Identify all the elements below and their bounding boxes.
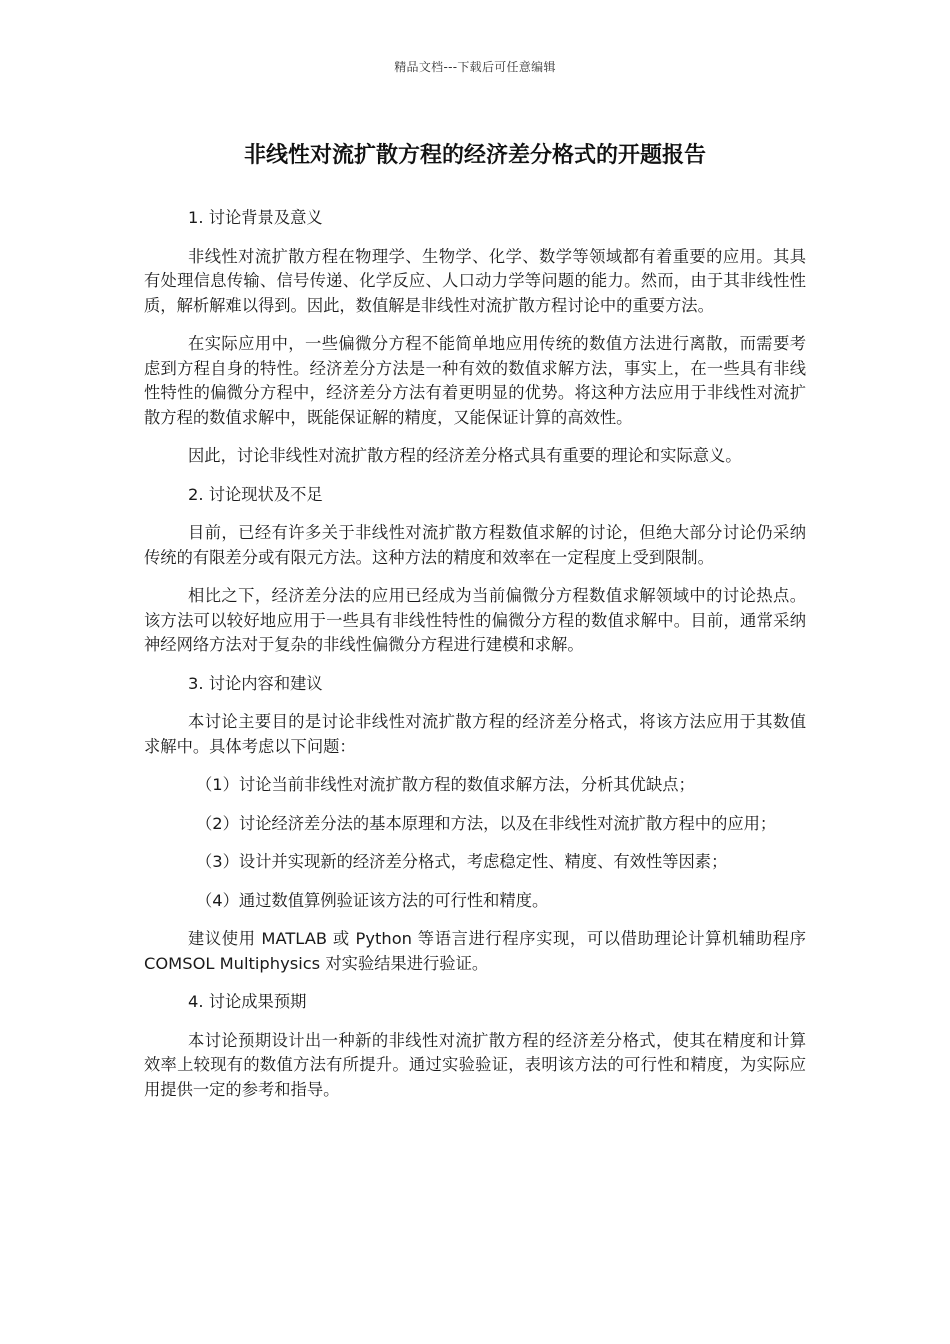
section-1-paragraph-2: 在实际应用中，一些偏微分方程不能简单地应用传统的数值方法进行离散，而需要考虑到方程自身的特性。经济差分方法是一种有效的数值求解方法，事实上，在一些具有非线性特性的偏微分方程中，经济差分方法有着更明显的优势。将这种方法应用于非线性对流扩散方程的数值求解中，既能保证解的精度，又能保证计算的高效性。 — [144, 334, 806, 427]
section-1-paragraph-3: 因此，讨论非线性对流扩散方程的经济差分格式具有重要的理论和实际意义。 — [188, 446, 742, 465]
section-1-paragraph-1: 非线性对流扩散方程在物理学、生物学、化学、数学等领域都有着重要的应用。其具有处理信息传输、信号传递、化学反应、人口动力学等问题的能力。然而，由于其非线性性质，解析解难以得到。因此，数值解是非线性对流扩散方程讨论中的重要方法。 — [144, 246, 806, 315]
section-3-item-3: （3）设计并实现新的经济差分格式，考虑稳定性、精度、有效性等因素； — [196, 852, 728, 871]
section-2-heading: 2. 讨论现状及不足 — [188, 484, 323, 504]
document-body — [144, 206, 806, 1116]
document-title: 非线性对流扩散方程的经济差分格式的开题报告 — [243, 143, 706, 168]
section-3-item-2: （2）讨论经济差分法的基本原理和方法，以及在非线性对流扩散方程中的应用； — [196, 813, 777, 833]
section-3-heading: 3. 讨论内容和建议 — [188, 673, 323, 693]
section-3-item-1: （1）讨论当前非线性对流扩散方程的数值求解方法，分析其优缺点； — [196, 775, 695, 794]
page-header-note: 精品文档---下载后可任意编辑 — [394, 60, 556, 74]
section-3-item-4: （4）通过数值算例验证该方法的可行性和精度。 — [196, 890, 549, 910]
section-3-intro: 本讨论主要目的是讨论非线性对流扩散方程的经济差分格式，将该方法应用于其数值求解中。具体考虑以下问题： — [144, 712, 806, 756]
section-1-heading: 1. 讨论背景及意义 — [188, 208, 323, 227]
section-4-heading: 4. 讨论成果预期 — [188, 992, 307, 1011]
section-4-paragraph-1: 本讨论预期设计出一种新的非线性对流扩散方程的经济差分格式，使其在精度和计算效率上较现有的数值方法有所提升。通过实验验证，表明该方法的可行性和精度，为实际应用提供一定的参考和指导。 — [144, 1030, 806, 1099]
section-3-outro: 建议使用 MATLAB 或 Python 等语言进行程序实现，可以借助理论计算机辅助程序 COMSOL Multiphysics 对实验结果进行验证。 — [144, 929, 806, 973]
section-2-paragraph-1: 目前，已经有许多关于非线性对流扩散方程数值求解的讨论，但绝大部分讨论仍采纳传统的有限差分或有限元方法。这种方法的精度和效率在一定程度上受到限制。 — [144, 523, 806, 567]
section-2-paragraph-2: 相比之下，经济差分法的应用已经成为当前偏微分方程数值求解领域中的讨论热点。该方法可以较好地应用于一些具有非线性特性的偏微分方程的数值求解中。目前，通常采纳神经网络方法对于复杂的非线性偏微分方程进行建模和求解。 — [144, 586, 806, 654]
